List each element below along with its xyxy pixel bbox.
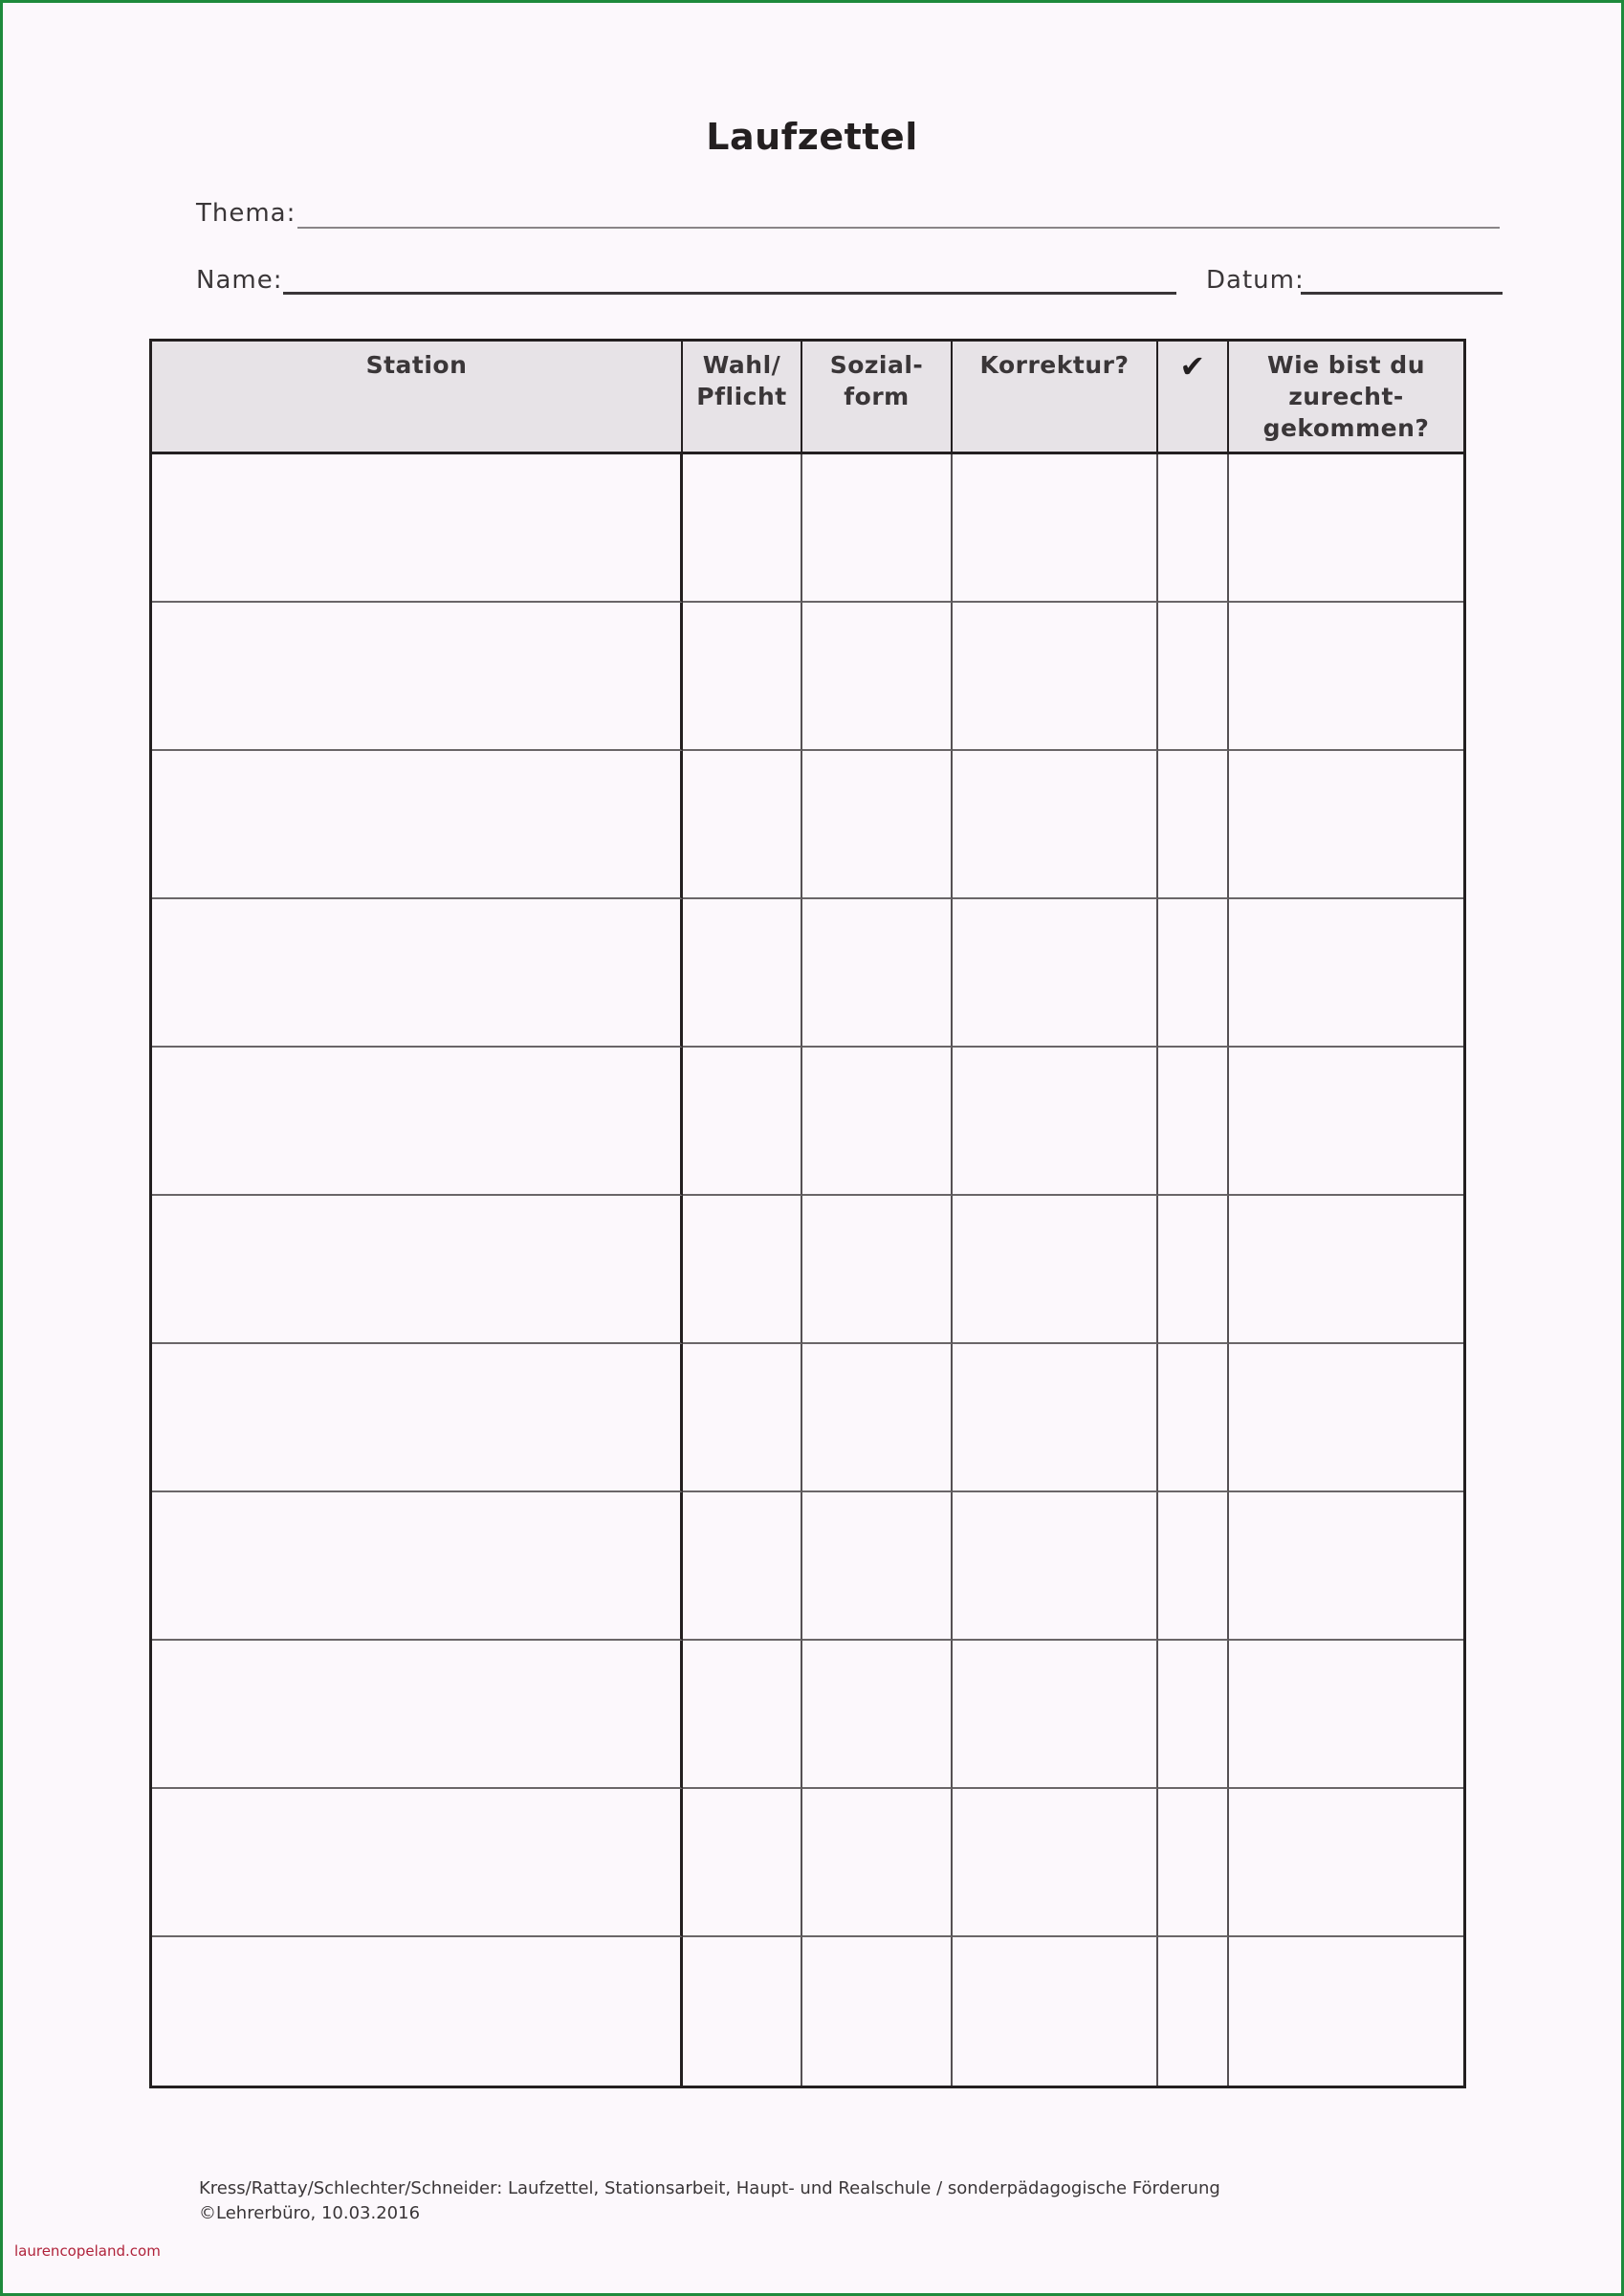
datum-field[interactable] — [1301, 292, 1503, 295]
name-field[interactable] — [283, 292, 1176, 295]
watermark: laurencopeland.com — [14, 2242, 161, 2260]
table-cell-sozialform[interactable] — [802, 1344, 953, 1492]
table-cell-korrektur[interactable] — [953, 1789, 1158, 1937]
datum-label: Datum: — [1206, 266, 1305, 295]
table-cell-check[interactable] — [1158, 1048, 1229, 1196]
thema-label: Thema: — [196, 199, 296, 228]
table-cell-zurechtgekommen[interactable] — [1229, 1196, 1463, 1344]
table-cell-wahl-pflicht[interactable] — [683, 1789, 802, 1937]
table-cell-check[interactable] — [1158, 1641, 1229, 1789]
table-cell-korrektur[interactable] — [953, 1196, 1158, 1344]
table-cell-zurechtgekommen[interactable] — [1229, 1641, 1463, 1789]
table-cell-sozialform[interactable] — [802, 1789, 953, 1937]
table-cell-station[interactable] — [152, 1937, 683, 2086]
table-cell-sozialform[interactable] — [802, 1937, 953, 2086]
header-zurechtgekommen: Wie bist du zurecht- gekommen? — [1229, 342, 1463, 454]
table-cell-sozialform[interactable] — [802, 1492, 953, 1641]
table-cell-wahl-pflicht[interactable] — [683, 751, 802, 899]
table-cell-zurechtgekommen[interactable] — [1229, 1492, 1463, 1641]
header-checkmark-icon: ✔ — [1158, 342, 1229, 454]
footer-citation — [199, 2176, 1220, 2226]
table-cell-station[interactable] — [152, 1492, 683, 1641]
name-label: Name: — [196, 266, 283, 295]
table-cell-station[interactable] — [152, 899, 683, 1048]
table-cell-korrektur[interactable] — [953, 1344, 1158, 1492]
laufzettel-table — [149, 339, 1466, 2088]
thema-field[interactable] — [297, 227, 1500, 229]
table-cell-station[interactable] — [152, 751, 683, 899]
table-cell-zurechtgekommen[interactable] — [1229, 454, 1463, 603]
table-cell-korrektur[interactable] — [953, 1641, 1158, 1789]
table-cell-check[interactable] — [1158, 1937, 1229, 2086]
table-cell-zurechtgekommen[interactable] — [1229, 899, 1463, 1048]
table-cell-check[interactable] — [1158, 1492, 1229, 1641]
table-cell-korrektur[interactable] — [953, 1937, 1158, 2086]
table-cell-wahl-pflicht[interactable] — [683, 1641, 802, 1789]
table-cell-zurechtgekommen[interactable] — [1229, 603, 1463, 751]
table-cell-zurechtgekommen[interactable] — [1229, 1344, 1463, 1492]
header-station: Station — [152, 342, 683, 454]
table-cell-wahl-pflicht[interactable] — [683, 1196, 802, 1344]
table-cell-sozialform[interactable] — [802, 1196, 953, 1344]
table-cell-check[interactable] — [1158, 1344, 1229, 1492]
table-cell-check[interactable] — [1158, 899, 1229, 1048]
table-cell-station[interactable] — [152, 1344, 683, 1492]
table-cell-sozialform[interactable] — [802, 603, 953, 751]
table-cell-zurechtgekommen[interactable] — [1229, 1789, 1463, 1937]
table-cell-check[interactable] — [1158, 454, 1229, 603]
table-cell-korrektur[interactable] — [953, 603, 1158, 751]
table-cell-wahl-pflicht[interactable] — [683, 603, 802, 751]
table-cell-korrektur[interactable] — [953, 751, 1158, 899]
table-cell-zurechtgekommen[interactable] — [1229, 1937, 1463, 2086]
table-cell-check[interactable] — [1158, 603, 1229, 751]
table-cell-korrektur[interactable] — [953, 1492, 1158, 1641]
table-cell-zurechtgekommen[interactable] — [1229, 1048, 1463, 1196]
table-cell-station[interactable] — [152, 1048, 683, 1196]
table-cell-wahl-pflicht[interactable] — [683, 1344, 802, 1492]
table-cell-check[interactable] — [1158, 1789, 1229, 1937]
page-title: Laufzettel — [706, 116, 918, 158]
table-cell-zurechtgekommen[interactable] — [1229, 751, 1463, 899]
table-cell-station[interactable] — [152, 1789, 683, 1937]
header-sozialform: Sozial- form — [802, 342, 953, 454]
table-cell-sozialform[interactable] — [802, 1048, 953, 1196]
table-cell-korrektur[interactable] — [953, 899, 1158, 1048]
table-cell-wahl-pflicht[interactable] — [683, 899, 802, 1048]
header-korrektur: Korrektur? — [953, 342, 1158, 454]
table-cell-station[interactable] — [152, 1641, 683, 1789]
table-cell-sozialform[interactable] — [802, 1641, 953, 1789]
table-cell-korrektur[interactable] — [953, 454, 1158, 603]
table-cell-wahl-pflicht[interactable] — [683, 1937, 802, 2086]
table-cell-sozialform[interactable] — [802, 899, 953, 1048]
table-cell-sozialform[interactable] — [802, 751, 953, 899]
footer-line-1: Kress/Rattay/Schlechter/Schneider: Laufzettel, Stationsarbeit, Haupt- und Realschule / sonderpädagogische Förderung — [199, 2178, 1220, 2198]
table-cell-station[interactable] — [152, 603, 683, 751]
table-cell-station[interactable] — [152, 454, 683, 603]
footer-line-2: ©Lehrerbüro, 10.03.2016 — [199, 2203, 421, 2223]
table-cell-check[interactable] — [1158, 1196, 1229, 1344]
table-cell-wahl-pflicht[interactable] — [683, 1492, 802, 1641]
table-cell-station[interactable] — [152, 1196, 683, 1344]
table-cell-wahl-pflicht[interactable] — [683, 1048, 802, 1196]
table-cell-check[interactable] — [1158, 751, 1229, 899]
table-cell-sozialform[interactable] — [802, 454, 953, 603]
header-wahl-pflicht: Wahl/ Pflicht — [683, 342, 802, 454]
table-cell-wahl-pflicht[interactable] — [683, 454, 802, 603]
table-cell-korrektur[interactable] — [953, 1048, 1158, 1196]
